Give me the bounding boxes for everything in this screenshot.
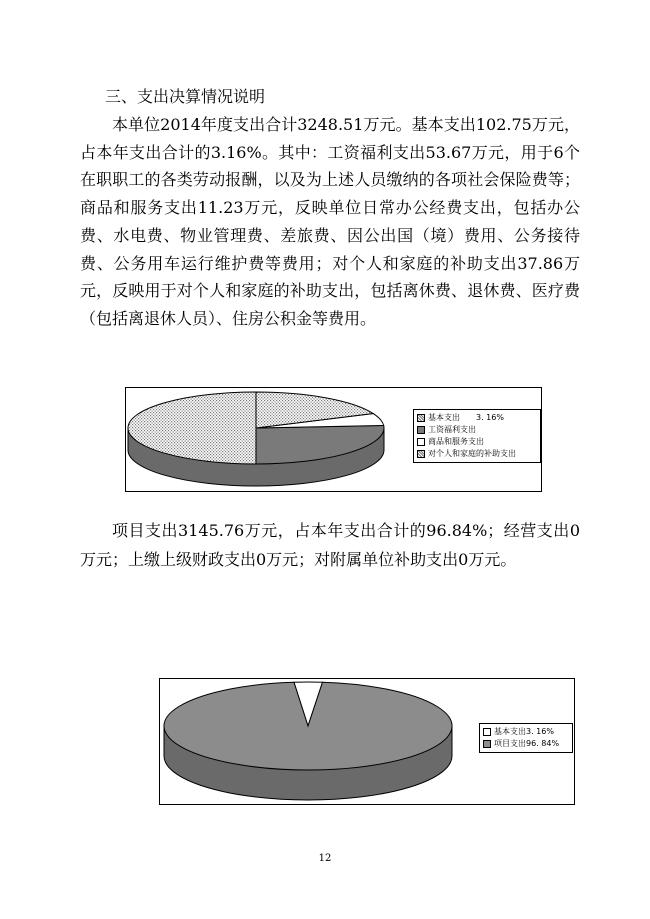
legend-item	[483, 726, 569, 738]
legend-swatch	[417, 426, 425, 434]
chart-2-legend	[479, 723, 573, 753]
pie-chart-1-canvas	[126, 388, 406, 491]
legend-swatch	[417, 414, 425, 422]
page-number: 12	[318, 853, 332, 864]
legend-label: 商品和服务支出	[428, 437, 484, 446]
expenditure-paragraph-basic	[80, 111, 580, 333]
total-expenditure-pie-chart	[159, 678, 575, 805]
legend-swatch	[483, 728, 491, 736]
legend-swatch	[417, 438, 425, 446]
legend-item	[417, 448, 537, 460]
legend-label: 基本支出3. 16%	[494, 727, 554, 736]
expenditure-paragraph-project	[80, 516, 580, 574]
legend-swatch	[417, 450, 425, 458]
legend-label: 工资福利支出	[428, 425, 476, 434]
basic-expenditure-pie-chart	[125, 387, 542, 492]
legend-item	[417, 424, 537, 436]
chart-1-legend	[413, 409, 541, 463]
paragraph-text: 项目支出3145.76万元，占本年支出合计的96.84%；经营支出0万元；上缴上级财政支出0万元；对附属单位补助支出0万元。	[80, 521, 580, 569]
paragraph-text: 本单位2014年度支出合计3248.51万元。基本支出102.75万元，占本年支出合计的3.16%。其中：工资福利支出53.67万元，用于6个在职职工的各类劳动报酬，以及为上述人员缴纳的各项社会保险费等；商品和服务支出11.23万元，反映单位日常办公经费支出，包括办公费、水电费、物业管理费、差旅费、因公出国（境）费用、公务接待费、公务用车运行维护费等费用；对个人和家庭的补助支出37.86万元，反映用于对个人和家庭的补助支出，包括离休费、退休费、医疗费（包括离退休人员）、住房公积金等费用。	[80, 115, 580, 328]
legend-swatch	[483, 740, 491, 748]
legend-item	[417, 436, 537, 448]
legend-label: 基本支出 3. 16%	[428, 413, 504, 422]
legend-label: 对个人和家庭的补助支出	[428, 449, 516, 458]
legend-label: 项目支出96. 84%	[494, 739, 560, 748]
section-heading: 三、支出决算情况说明	[105, 87, 266, 106]
legend-item	[483, 738, 569, 750]
pie-chart-2-canvas	[160, 679, 470, 804]
legend-item	[417, 412, 537, 424]
